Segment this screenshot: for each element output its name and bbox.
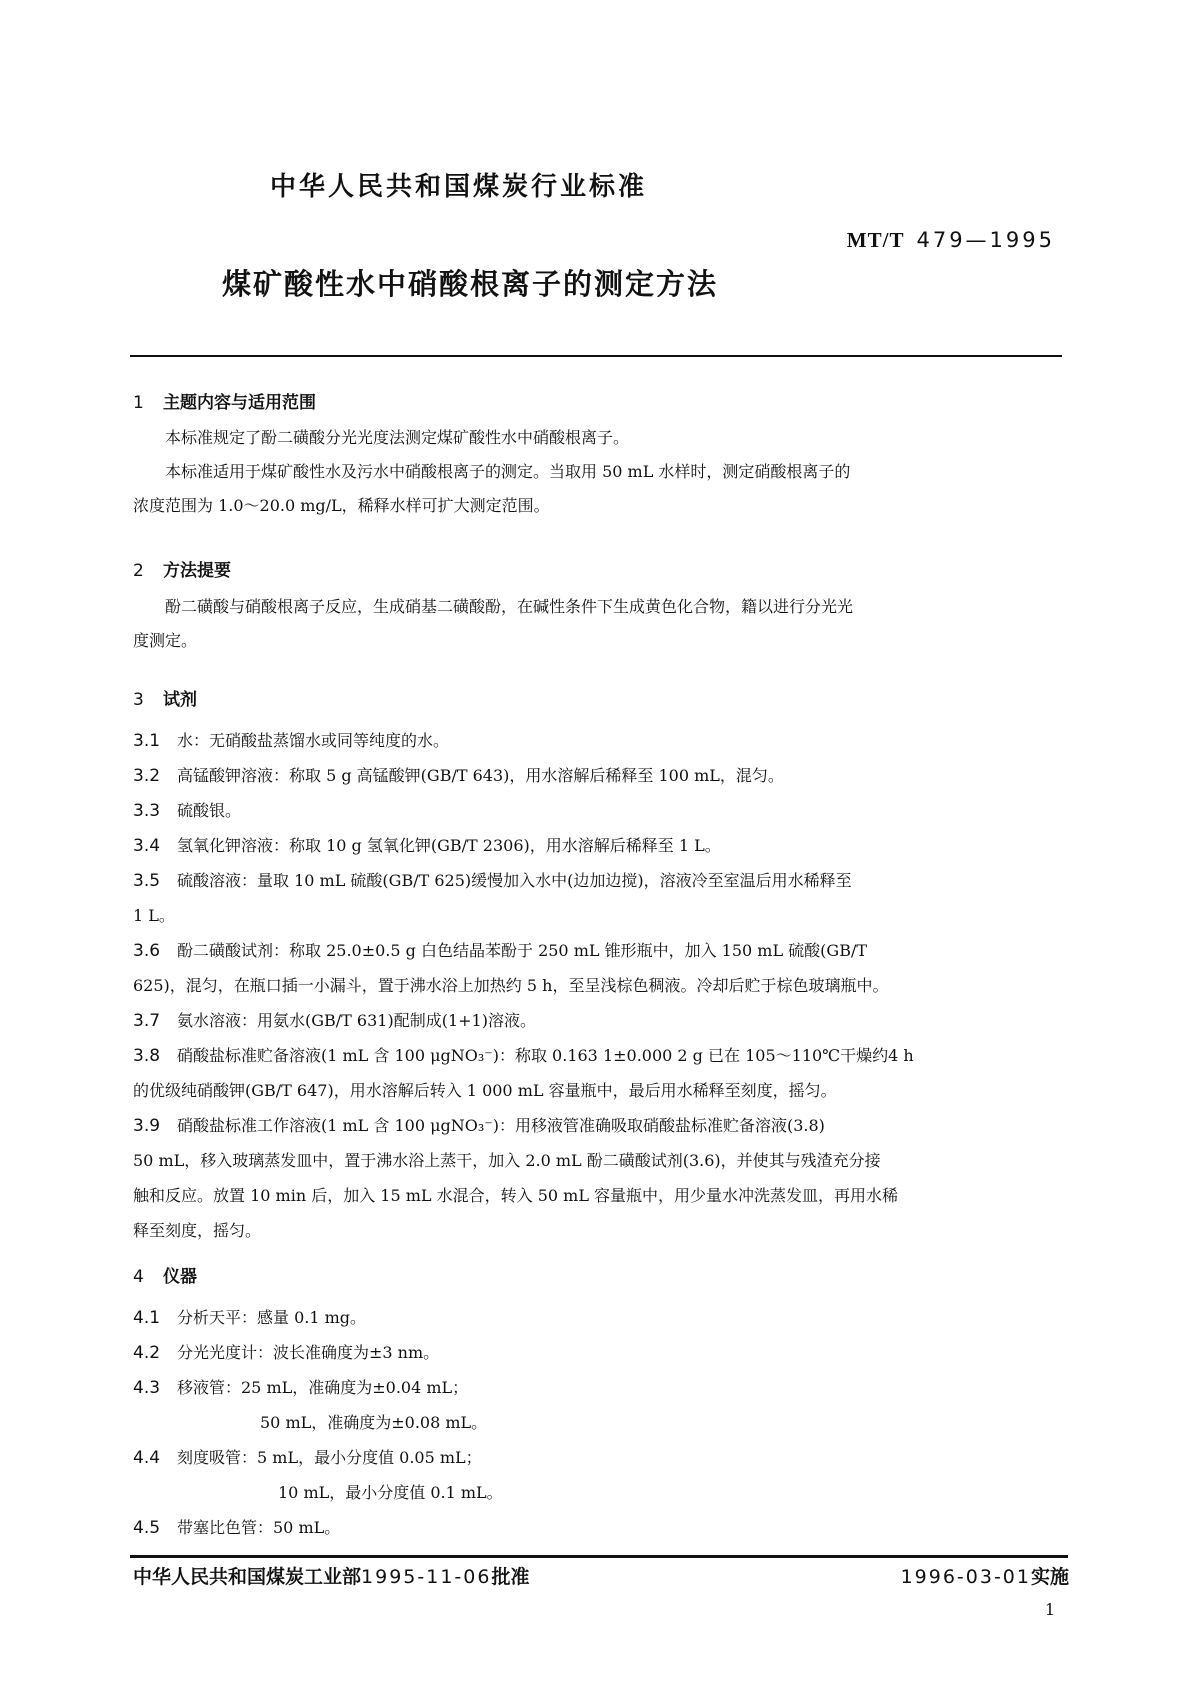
paragraph: 本标准规定了酚二磺酸分光光度法测定煤矿酸性水中硝酸根离子。 (165, 428, 630, 447)
section-2-body (133, 590, 1063, 658)
clause-3-8: 3.8 硝酸盐标准贮备溶液(1 mL 含 100 μgNO₃⁻)：称取 0.163 1±0.000 2 g 已在 105～110℃干燥约4 h (133, 1046, 914, 1066)
clause-4-2: 4.2 分光光度计：波长准确度为±3 nm。 (133, 1343, 440, 1363)
effective-label: 实施 (1030, 1566, 1069, 1588)
footer-divider (130, 1555, 1068, 1558)
section-2-heading: 2 方法提要 (133, 561, 231, 581)
clause-3-5-continuation: 1 L。 (133, 906, 175, 925)
section-1-body (133, 421, 1063, 523)
paragraph: 酚二磺酸与硝酸根离子反应，生成硝基二磺酸酚，在碱性条件下生成黄色化合物，籍以进行分光光 (165, 597, 854, 616)
section-title: 方法提要 (163, 561, 231, 581)
clause-4-4: 4.4 刻度吸管：5 mL，最小分度值 0.05 mL； (133, 1448, 482, 1468)
clause-3-9-continuation: 50 mL，移入玻璃蒸发皿中，置于沸水浴上蒸干，加入 2.0 mL 酚二磺酸试剂(3.6)，并使其与残渣充分接 (133, 1151, 881, 1170)
effective-date: 1996-03-01 (900, 1566, 1031, 1588)
section-title: 试剂 (163, 690, 197, 710)
section-1-heading: 1 主题内容与适用范围 (133, 393, 316, 413)
page-number: 1 (1044, 1600, 1055, 1619)
section-title: 仪器 (163, 1267, 197, 1287)
clause-3-1: 3.1 水：无硝酸盐蒸馏水或同等纯度的水。 (133, 731, 450, 751)
clause-3-8-continuation: 的优级纯硝酸钾(GB/T 647)，用水溶解后转入 1 000 mL 容量瓶中，最后用水稀释至刻度，摇匀。 (133, 1081, 837, 1100)
standard-body-title: 中华人民共和国煤炭行业标准 (270, 172, 648, 202)
paragraph-continuation: 度测定。 (133, 631, 198, 650)
document-title: 煤矿酸性水中硝酸根离子的测定方法 (222, 267, 719, 301)
clause-3-7: 3.7 氨水溶液：用氨水(GB/T 631)配制成(1+1)溶液。 (133, 1011, 536, 1031)
clause-3-4: 3.4 氢氧化钾溶液：称取 10 g 氢氧化钾(GB/T 2306)，用水溶解后稀释至 1 L。 (133, 836, 721, 856)
header-divider (130, 355, 1062, 357)
clause-3-6: 3.6 酚二磺酸试剂：称取 25.0±0.5 g 白色结晶苯酚于 250 mL 锥形瓶中，加入 150 mL 硫酸(GB/T (133, 941, 868, 961)
standard-code-prefix: MT/T (846, 228, 905, 252)
approval-label: 批准 (491, 1566, 530, 1588)
section-title: 主题内容与适用范围 (163, 393, 316, 413)
clause-4-3: 4.3 移液管：25 mL，准确度为±0.04 mL； (133, 1378, 469, 1398)
clause-3-3: 3.3 硫酸银。 (133, 801, 242, 821)
clause-3-9: 3.9 硝酸盐标准工作溶液(1 mL 含 100 μgNO₃⁻)：用移液管准确吸取硝酸盐标准贮备溶液(3.8) (133, 1116, 825, 1136)
section-3-heading: 3 试剂 (133, 690, 197, 710)
clause-3-9-continuation: 释至刻度，摇匀。 (133, 1221, 262, 1240)
clause-4-3-continuation: 50 mL，准确度为±0.08 mL。 (260, 1413, 488, 1432)
paragraph-continuation: 浓度范围为 1.0～20.0 mg/L，稀释水样可扩大测定范围。 (133, 496, 550, 515)
clause-3-9-continuation: 触和反应。放置 10 min 后，加入 15 mL 水混合，转入 50 mL 容量瓶中，用少量水冲洗蒸发皿，再用水稀 (133, 1186, 899, 1205)
standard-code (847, 228, 1055, 253)
clause-4-4-continuation: 10 mL，最小分度值 0.1 mL。 (278, 1483, 503, 1502)
paragraph: 本标准适用于煤矿酸性水及污水中硝酸根离子的测定。当取用 50 mL 水样时，测定硝酸根离子的 (165, 462, 851, 481)
approval-date: 1995-11-06 (361, 1566, 492, 1588)
section-4-heading: 4 仪器 (133, 1267, 197, 1287)
standard-code-number: 479—1995 (916, 228, 1055, 252)
clause-3-2: 3.2 高锰酸钾溶液：称取 5 g 高锰酸钾(GB/T 643)，用水溶解后稀释至 100 mL，混匀。 (133, 766, 784, 786)
clause-3-6-continuation: 625)，混匀，在瓶口插一小漏斗，置于沸水浴上加热约 5 h，至呈浅棕色稠液。冷却后贮于棕色玻璃瓶中。 (133, 976, 889, 995)
clause-4-5: 4.5 带塞比色管：50 mL。 (133, 1518, 341, 1538)
clause-3-5: 3.5 硫酸溶液：量取 10 mL 硫酸(GB/T 625)缓慢加入水中(边加边搅)，溶液冷至室温后用水稀释至 (133, 871, 852, 891)
effective-line (901, 1562, 1069, 1589)
approval-line (133, 1562, 529, 1589)
clause-4-1: 4.1 分析天平：感量 0.1 mg。 (133, 1308, 367, 1328)
approver: 中华人民共和国煤炭工业部 (133, 1566, 362, 1588)
